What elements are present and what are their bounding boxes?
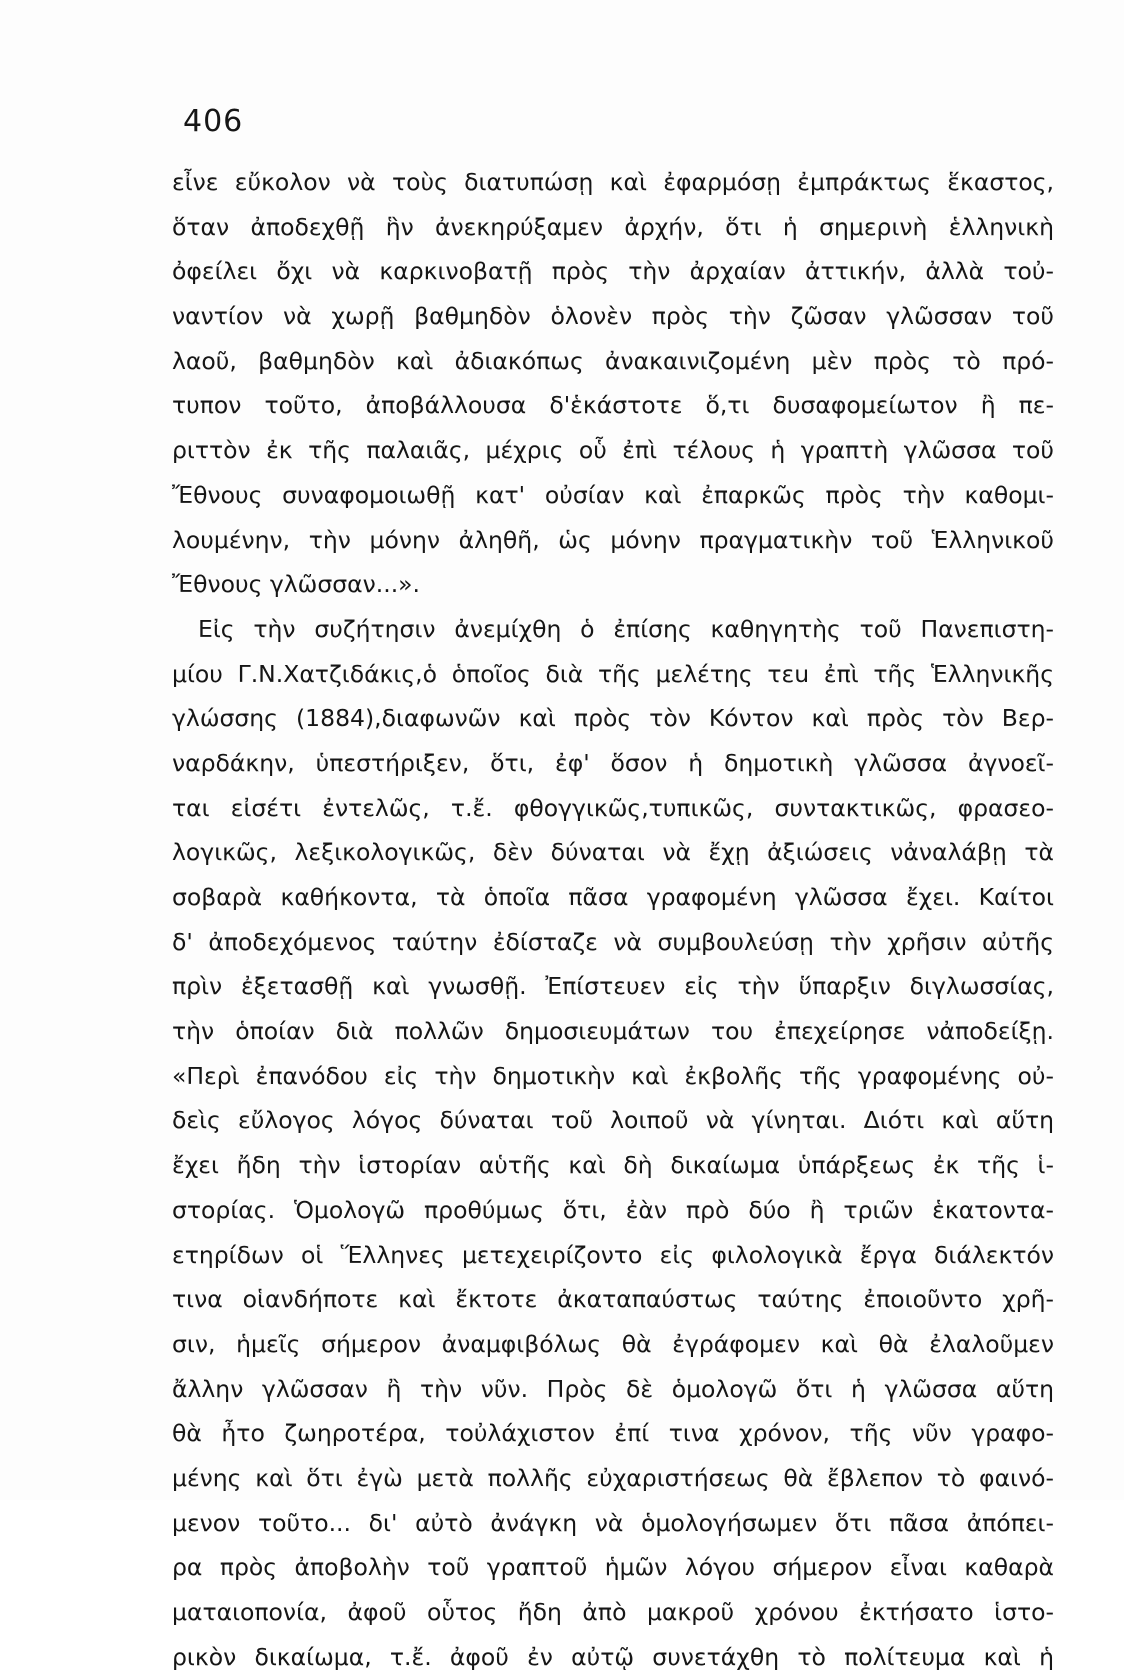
text-line: μίου Γ.Ν.Χατζιδάκις,ὁ ὁποῖος διὰ τῆς μελέτης τεu ἐπὶ τῆς Ἑλληνικῆς	[172, 659, 1054, 688]
text-line: «Περὶ ἐπανόδου εἰς τὴν δημοτικὴν καὶ ἐκβολῆς τῆς γραφομένης οὐ-	[172, 1061, 1054, 1090]
text-line: πρὶν ἐξετασθῇ καὶ γνωσθῇ. Ἐπίστευεν εἰς τὴν ὕπαρξιν διγλωσσίας,	[172, 972, 1054, 1001]
text-line: θὰ ἦτο ζωηροτέρα, τοὐλάχιστον ἐπί τινα χρόνον, τῆς νῦν γραφο-	[172, 1419, 1054, 1448]
text-line: Εἰς τὴν συζήτησιν ἀνεμίχθη ὁ ἐπίσης καθηγητὴς τοῦ Πανεπιστη-	[198, 614, 1054, 643]
text-line: ρικὸν δικαίωμα, τ.ἔ. ἀφοῦ ἐν αὐτῷ συνετάχθη τὸ πολίτευμα καὶ ἡ	[172, 1642, 1054, 1671]
text-line: ἄλλην γλῶσσαν ἢ τὴν νῦν. Πρὸς δὲ ὁμολογῶ ὅτι ἡ γλῶσσα αὕτη	[172, 1374, 1054, 1403]
page-number: 406	[183, 104, 244, 139]
text-line: ματαιοπονία, ἀφοῦ οὗτος ἤδη ἀπὸ μακροῦ χρόνου ἐκτήσατο ἱστο-	[172, 1598, 1054, 1626]
text-line: ἔχει ἤδη τὴν ἱστορίαν αὑτῆς καὶ δὴ δικαίωμα ὑπάρξεως ἐκ τῆς ἱ-	[172, 1151, 1054, 1180]
text-line: λαοῦ, βαθμηδὸν καὶ ἀδιακόπως ἀνακαινιζομένη μὲν πρὸς τὸ πρό-	[172, 346, 1054, 375]
text-line: ὅταν ἀποδεχθῇ ἣν ἀνεκηρύξαμεν ἀρχήν, ὅτι ἡ σημερινὴ ἑλληνικὴ	[172, 212, 1054, 241]
text-line: ετηρίδων οἱ Ἕλληνες μετεχειρίζοντο εἰς φιλολογικὰ ἔργα διάλεκτόν	[172, 1240, 1054, 1269]
text-line: δ' ἀποδεχόμενος ταύτην ἐδίσταζε νὰ συμβουλεύσῃ τὴν χρῆσιν αὐτῆς	[172, 927, 1054, 956]
text-line: τυπον τοῦτο, ἀποβάλλουσα δ'ἑκάστοτε ὅ,τι δυσαφομείωτον ἢ πε-	[172, 391, 1054, 420]
text-line: ριττὸν ἐκ τῆς παλαιᾶς, μέχρις οὗ ἐπὶ τέλους ἡ γραπτὴ γλῶσσα τοῦ	[172, 436, 1054, 465]
text-line: ρα πρὸς ἀποβολὴν τοῦ γραπτοῦ ἡμῶν λόγου σήμερον εἶναι καθαρὰ	[172, 1553, 1054, 1582]
text-line: σιν, ἡμεῖς σήμερον ἀναμφιβόλως θὰ ἐγράφομεν καὶ θὰ ἐλαλοῦμεν	[172, 1329, 1054, 1358]
text-line: εἶνε εὔκολον νὰ τοὺς διατυπώσῃ καὶ ἐφαρμόσῃ ἐμπράκτως ἕκαστος,	[172, 168, 1054, 196]
text-line: ναντίον νὰ χωρῇ βαθμηδὸν ὁλονὲν πρὸς τὴν ζῶσαν γλῶσσαν τοῦ	[172, 302, 1054, 331]
text-line: Ἔθνους γλῶσσαν...».	[172, 570, 421, 599]
text-line: ὀφείλει ὄχι νὰ καρκινοβατῇ πρὸς τὴν ἀρχαίαν ἀττικήν, ἀλλὰ τοὐ-	[172, 257, 1054, 286]
text-line: ται εἰσέτι ἐντελῶς, τ.ἔ. φθογγικῶς,τυπικῶς, συντακτικῶς, φρασεο-	[172, 793, 1054, 822]
text-line: μενον τοῦτο... δι' αὐτὸ ἀνάγκη νὰ ὁμολογήσωμεν ὅτι πᾶσα ἀπόπει-	[172, 1508, 1054, 1537]
text-line: Ἔθνους συναφομοιωθῇ κατ' οὐσίαν καὶ ἐπαρκῶς πρὸς τὴν καθομι-	[172, 480, 1054, 509]
text-line: λογικῶς, λεξικολογικῶς, δὲν δύναται νὰ ἔχῃ ἀξιώσεις νἀναλάβῃ τὰ	[172, 838, 1054, 867]
text-line: λουμένην, τὴν μόνην ἀληθῆ, ὡς μόνην πραγματικὴν τοῦ Ἑλληνικοῦ	[172, 525, 1054, 554]
body-text	[172, 160, 1054, 1679]
text-line: γλώσσης (1884),διαφωνῶν καὶ πρὸς τὸν Κόντον καὶ πρὸς τὸν Βερ-	[172, 704, 1054, 733]
text-line: τὴν ὁποίαν διὰ πολλῶν δημοσιευμάτων του ἐπεχείρησε νἀποδείξῃ.	[172, 1017, 1054, 1046]
text-line: σοβαρὰ καθήκοντα, τὰ ὁποῖα πᾶσα γραφομένη γλῶσσα ἔχει. Καίτοι	[172, 883, 1054, 911]
text-line: μένης καὶ ὅτι ἐγὼ μετὰ πολλῆς εὐχαριστήσεως θὰ ἔβλεπον τὸ φαινό-	[172, 1463, 1054, 1492]
text-line: ναρδάκην, ὑπεστήριξεν, ὅτι, ἐφ' ὅσον ἡ δημοτικὴ γλῶσσα ἀγνοεῖ-	[172, 748, 1054, 777]
text-line: στορίας. Ὁμολογῶ προθύμως ὅτι, ἐὰν πρὸ δύο ἢ τριῶν ἑκατοντα-	[172, 1195, 1054, 1224]
text-line: δεὶς εὔλογος λόγος δύναται τοῦ λοιποῦ νὰ γίνηται. Διότι καὶ αὕτη	[172, 1106, 1054, 1135]
text-line: τινα οἱανδήποτε καὶ ἔκτοτε ἀκαταπαύστως ταύτης ἐποιοῦντο χρῆ-	[172, 1285, 1054, 1314]
